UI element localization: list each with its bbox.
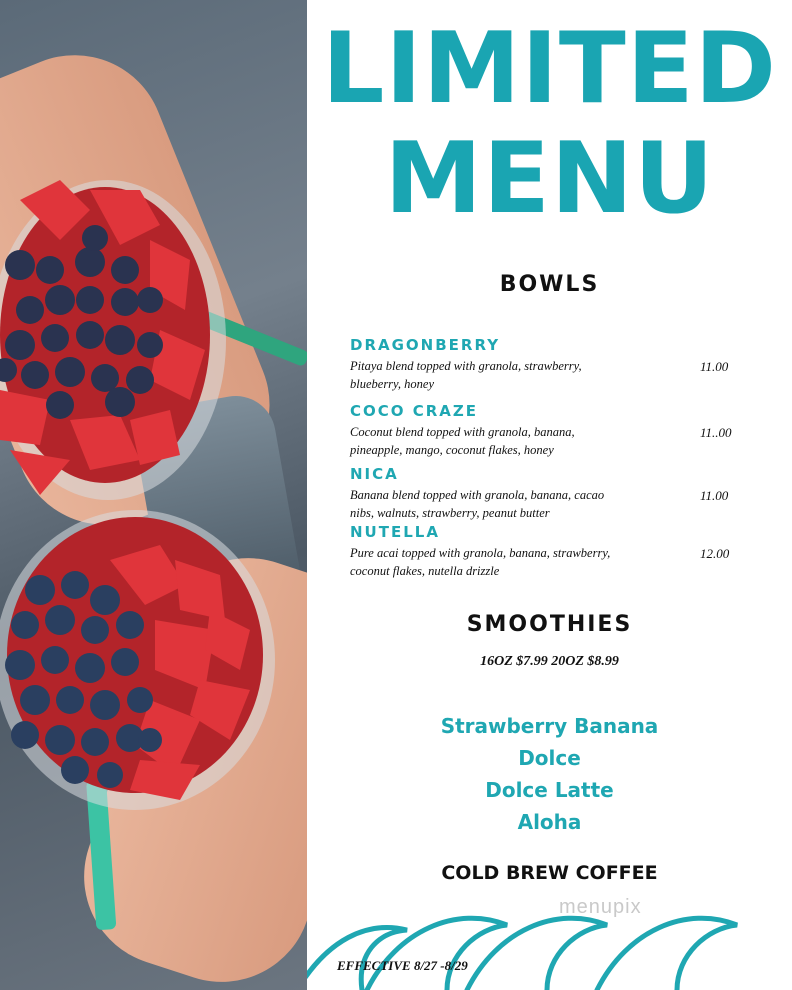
smoothies-heading: SMOOTHIES: [466, 612, 633, 637]
menu-title-line1: LIMITED: [321, 12, 778, 126]
watermark: menupix: [559, 896, 642, 918]
bowls-heading: BOWLS: [499, 272, 600, 297]
hero-photo: [0, 0, 307, 990]
smoothie-item: Dolce Latte: [485, 778, 614, 802]
menu-item-description: Pitaya blend topped with granola, strawberry, blueberry, honey: [350, 359, 582, 391]
smoothie-prices: 16OZ $7.99 20OZ $8.99: [480, 654, 619, 669]
menu-title-line2: MENU: [384, 122, 715, 236]
menu-item-description: Pure acai topped with granola, banana, strawberry, coconut flakes, nutella drizzle: [350, 546, 611, 578]
cold-brew-heading: COLD BREW COFFEE: [441, 862, 658, 884]
smoothie-item: Aloha: [517, 810, 582, 834]
menu-item-name: NICA: [350, 465, 399, 483]
menu-item-name: COCO CRAZE: [350, 402, 479, 420]
menu-item: [350, 523, 750, 580]
effective-date: EFFECTIVE 8/27 -8/29: [337, 958, 468, 973]
menu-item: [350, 402, 750, 459]
smoothie-item: Strawberry Banana: [440, 714, 659, 738]
menu-item-price: 11.00: [700, 359, 729, 374]
menu-item-description: Banana blend topped with granola, banana, cacao nibs, walnuts, strawberry, peanut butter: [350, 488, 605, 520]
menu-item-name: DRAGONBERRY: [350, 336, 501, 354]
smoothie-item: Dolce: [518, 746, 581, 770]
acai-bowls-illustration: [0, 0, 307, 990]
menu-item-price: 11.00: [700, 488, 729, 503]
menu-item: [350, 465, 750, 522]
menu-item-description: Coconut blend topped with granola, banana, pineapple, mango, coconut flakes, honey: [350, 425, 575, 457]
waves-icon: [307, 900, 792, 990]
menu-item-price: 12.00: [700, 546, 730, 561]
menu-item: [350, 336, 750, 393]
menu-item-name: NUTELLA: [350, 523, 440, 541]
menu-item-price: 11..00: [700, 425, 732, 440]
menu-panel: [307, 0, 792, 990]
